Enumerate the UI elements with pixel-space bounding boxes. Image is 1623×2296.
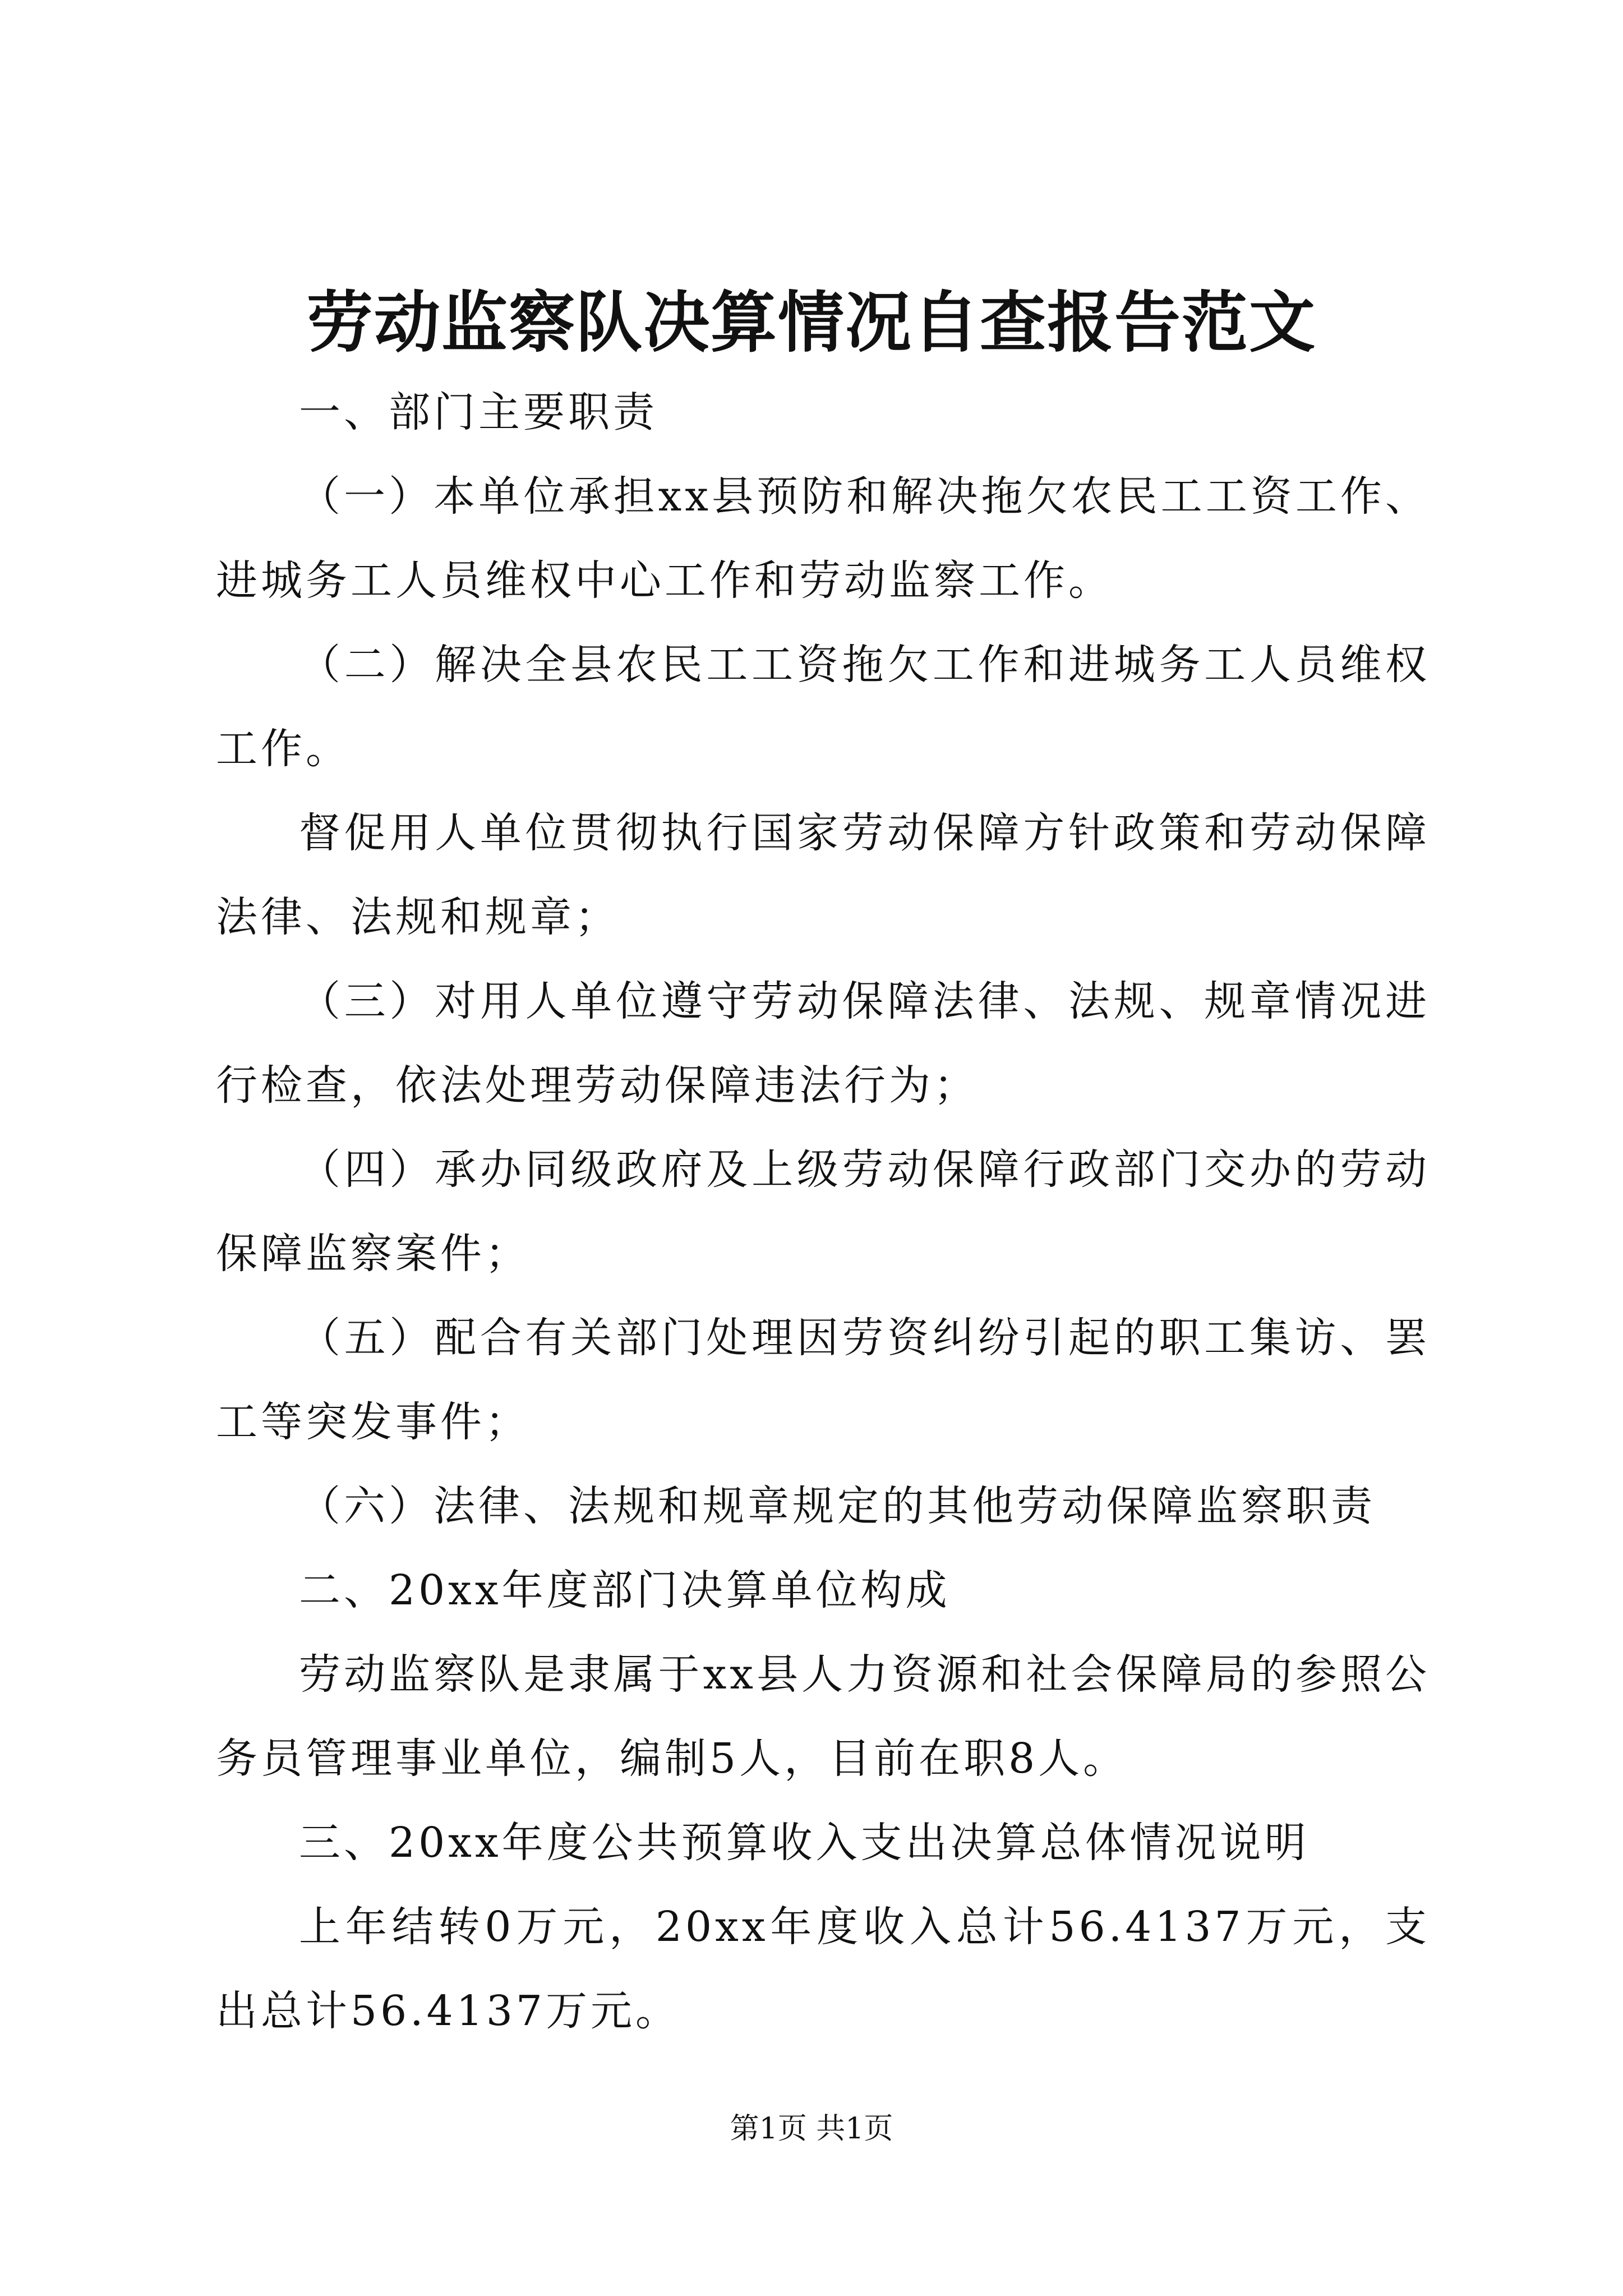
duty-supervision-paragraph: 督促用人单位贯彻执行国家劳动保障方针政策和劳动保障法律、法规和规章；: [216, 809, 1430, 941]
section-heading-duties: 一、部门主要职责: [299, 388, 658, 436]
duty-item-4: （四）承办同级政府及上级劳动保障行政部门交办的劳动保障监察案件；: [216, 1145, 1430, 1278]
document-title: 劳动监察队决算情况自查报告范文: [306, 283, 1316, 361]
document-body: [216, 370, 1430, 2053]
unit-composition-paragraph: 劳动监察队是隶属于xx县人力资源和社会保障局的参照公务员管理事业单位，编制5人，目前在职8人。: [216, 1650, 1430, 1783]
duty-item-5: （五）配合有关部门处理因劳资纠纷引起的职工集访、罢工等突发事件；: [216, 1314, 1430, 1446]
duty-item-6: （六）法律、法规和规章规定的其他劳动保障监察职责: [299, 1482, 1376, 1530]
page-number-footer: 第1页 共1页: [730, 2112, 893, 2146]
duty-item-2: （二）解决全县农民工工资拖欠工作和进城务工人员维权工作。: [216, 641, 1430, 773]
budget-summary-paragraph: 上年结转0万元，20xx年度收入总计56.4137万元，支出总计56.4137万元。: [216, 1903, 1430, 2035]
section-heading-budget-summary: 三、20xx年度公共预算收入支出决算总体情况说明: [299, 1819, 1310, 1867]
section-heading-unit-composition: 二、20xx年度部门决算单位构成: [299, 1566, 951, 1614]
duty-item-3: （三）对用人单位遵守劳动保障法律、法规、规章情况进行检查，依法处理劳动保障违法行为；: [216, 977, 1430, 1110]
duty-item-1: （一）本单位承担xx县预防和解决拖欠农民工工资工作、进城务工人员维权中心工作和劳动监察工作。: [216, 472, 1430, 605]
